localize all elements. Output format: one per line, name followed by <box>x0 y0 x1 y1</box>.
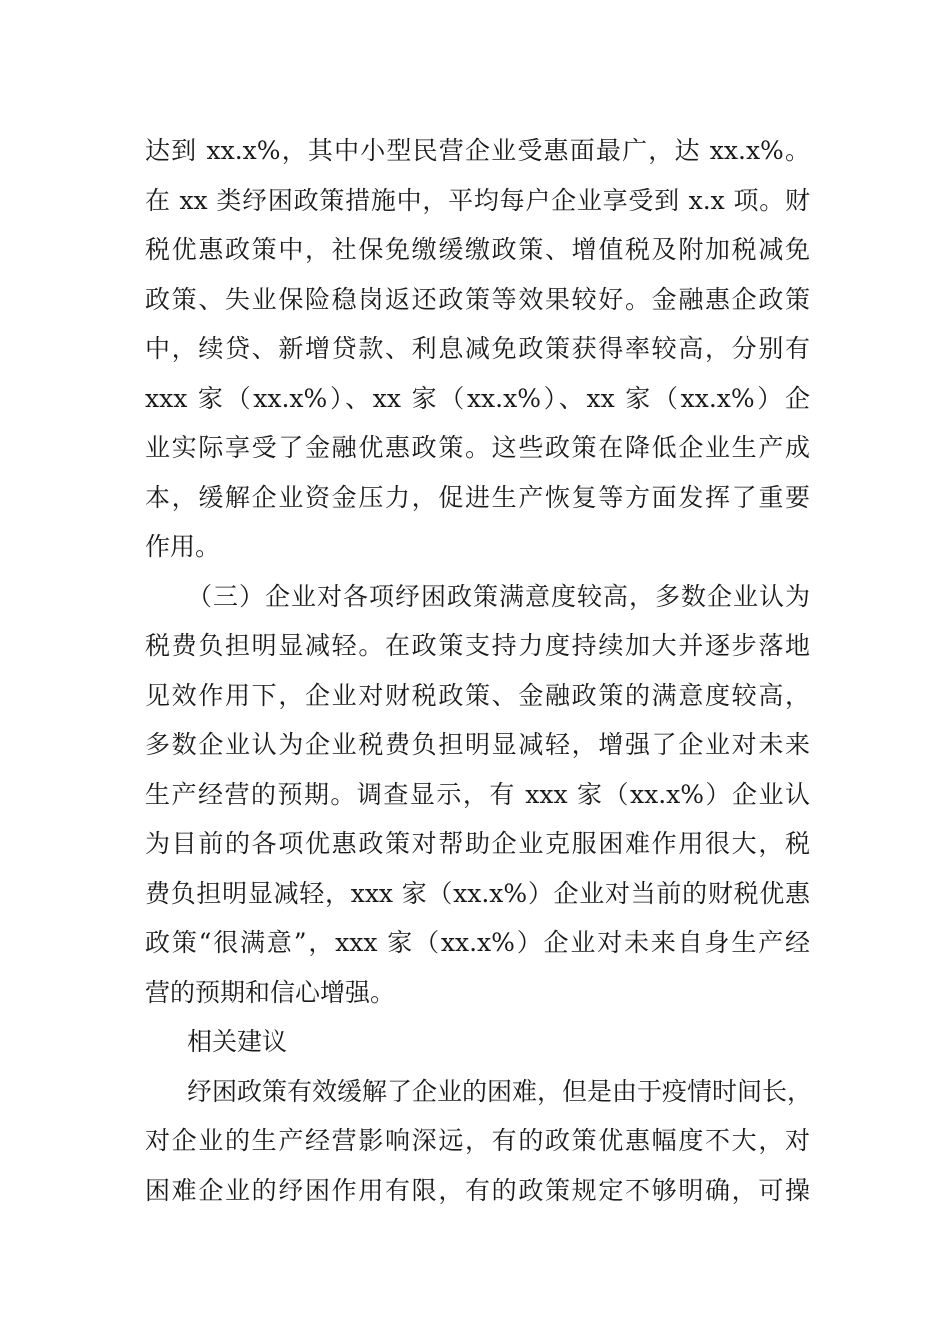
text-line: 本，缓解企业资金压力，促进生产恢复等方面发挥了重要 <box>145 482 810 512</box>
text-line: 为目前的各项优惠政策对帮助企业克服困难作用很大，税 <box>145 829 810 858</box>
text-line: 中，续贷、新增贷款、利息减免政策获得率较高，分别有 <box>145 334 810 363</box>
text-line: 困难企业的纾困作用有限，有的政策规定不够明确，可操 <box>145 1175 810 1205</box>
section-title: 相关建议 <box>187 1027 288 1056</box>
text-line: 营的预期和信心增强。 <box>145 977 396 1007</box>
text-line: 纾困政策有效缓解了企业的困难，但是由于疫情时间长， <box>187 1076 813 1106</box>
text-line: 生产经营的预期。调查显示，有 xxx 家（xx.x%）企业认 <box>145 779 810 809</box>
section-heading-line: （三）企业对各项纾困政策满意度较高，多数企业认为 <box>187 581 810 611</box>
text-line: 在 xx 类纾困政策措施中，平均每户企业享受到 x.x 项。财 <box>145 185 810 215</box>
text-line: 多数企业认为企业税费负担明显减轻，增强了企业对未来 <box>145 730 810 759</box>
text-line: 税优惠政策中，社保免缴缓缴政策、增值税及附加税减免 <box>145 235 810 264</box>
text-line: 业实际享受了金融优惠政策。这些政策在降低企业生产成 <box>145 433 810 462</box>
document-body <box>145 126 813 1215</box>
text-line: 费负担明显减轻，xxx 家（xx.x%）企业对当前的财税优惠 <box>145 878 810 908</box>
text-line: xxx 家（xx.x%）、xx 家（xx.x%）、xx 家（xx.x%）企 <box>145 383 810 413</box>
text-line: 政策、失业保险稳岗返还政策等效果较好。金融惠企政策 <box>145 284 810 314</box>
text-line: 达到 xx.x%，其中小型民营企业受惠面最广，达 xx.x%。 <box>145 136 810 165</box>
text-line: 对企业的生产经营影响深远，有的政策优惠幅度不大，对 <box>145 1126 810 1155</box>
text-line: 作用。 <box>145 532 221 561</box>
text-line: 政策“很满意”，xxx 家（xx.x%）企业对未来自身生产经 <box>145 928 810 957</box>
text-line: 见效作用下，企业对财税政策、金融政策的满意度较高， <box>145 680 810 710</box>
text-line: 税费负担明显减轻。在政策支持力度持续加大并逐步落地 <box>145 631 810 660</box>
